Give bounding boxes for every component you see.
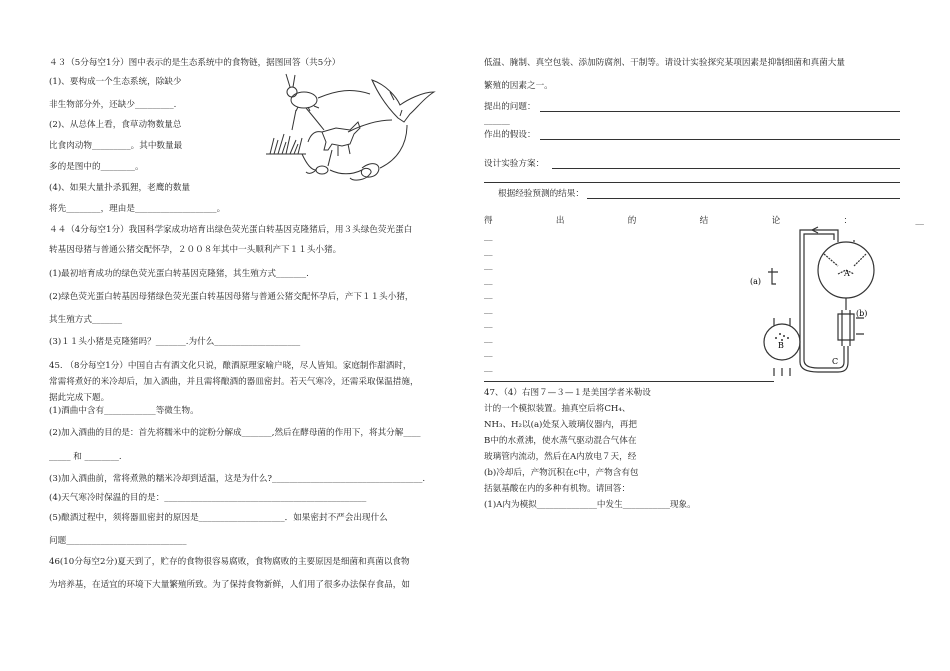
q44-line: 转基因母猪与普通公猪交配怀孕，２００８年其中一头顺利产下１１头小猪。: [49, 245, 342, 255]
answer-line: [484, 381, 774, 382]
q43-line: 比食肉动物_________。其中数量最: [49, 141, 183, 151]
q46-line: 为培养基，在适宜的环境下大量繁殖所致。为了保持食物新鲜，人们用了很多办法保存食品，如: [49, 580, 410, 590]
problem-label: 提出的问题：: [484, 102, 536, 112]
q47-line: 玻璃管内流动，然后在A内放电７天，经: [484, 452, 637, 462]
q47-line: B中的水煮沸，使水蒸气驱动混合气体在: [484, 436, 637, 446]
fox-icon: [308, 122, 360, 156]
conclusion-char: ：: [843, 216, 853, 226]
eagle-icon: [372, 80, 434, 122]
answer-line: [540, 111, 900, 112]
q45-line: (5)酿酒过程中，须将器皿密封的原因是____________________．如果密封不严会出现什么: [49, 513, 388, 523]
conclusion-char: 出: [555, 216, 565, 226]
apparatus-label-A: A: [844, 269, 850, 278]
conclusion-char: __: [915, 216, 924, 226]
q44-line: 其生殖方式_______: [49, 315, 123, 325]
q45-line: (4)天气寒冷时保温的目的是：_______________________________________________: [49, 493, 367, 503]
q43-line: 非生物部分外，还缺少_________.: [49, 100, 177, 110]
q44-line: (1)最初培育成功的绿色荧光蛋白转基因克隆猪，其生殖方式_______.: [49, 269, 309, 279]
q47-line: 计的一个模拟装置。抽真空后将CH₄、: [484, 404, 631, 414]
answer-line: [540, 139, 900, 140]
q43-line: (1)、要构成一个生态系统，除缺少: [49, 77, 182, 87]
q47-line: NH₃、H₂以(a)处泵入玻璃仪器内，再把: [484, 420, 637, 430]
conclusion-char: 得: [484, 216, 493, 226]
q44-line: (3)１１头小猪是克隆猪吗？_______.为什么____________________: [49, 337, 301, 347]
miller-apparatus-figure: [738, 222, 908, 384]
q43-line: 将先________，理由是___________________。: [49, 204, 226, 214]
hypothesis-label: 作出的假设：: [484, 130, 536, 140]
q45-line: (2)加入酒曲的目的是：首先将糯米中的淀粉分解成_______,然后在酵母菌的作用下，将其分解____: [49, 428, 421, 438]
q46-cont-line: 繁殖的因素之一。: [484, 81, 553, 91]
answer-line: [587, 198, 900, 199]
q46-cont-line: 低温、腌制、真空包装、添加防腐剂、干制等。请设计实验探究某项因素是抑制细菌和真菌大量: [484, 58, 845, 68]
q47-line: 47、（4）右图７—３—１是美国学者米勒设: [484, 388, 651, 398]
q45-line: 常需将煮好的米冷却后，加入酒曲，并且需将酿酒的器皿密封。若天气寒冷，还需采取保温措施，: [49, 377, 419, 387]
food-chain-arrows: [292, 91, 407, 174]
q45-line: _____ 和 ________.: [49, 452, 122, 462]
apparatus-label-B: B: [778, 341, 784, 350]
q47-line: (1)A内为模拟______________中发生___________现象。: [484, 500, 696, 510]
q46-line: 46(10分每空2分)夏天到了，贮存的食物很容易腐败，食物腐败的主要原因是细菌和真菌以食物: [49, 557, 410, 567]
rabbit-icon: [286, 74, 319, 111]
q43-line: (2)、从总体上看，食草动物数量总: [49, 120, 182, 130]
prediction-label: 根据经验预测的结果：: [498, 189, 584, 199]
q43-title: ４３（5分每空1分）图中表示的是生态系统中的食物链，据图回答（共5分）: [49, 58, 341, 68]
q45-line: 45. （8分每空1分）中国自古有酒文化只说，酿酒原理家喻户晓，尽人皆知。家庭制作甜酒时，: [49, 361, 412, 371]
q44-line: ４４（4分每空1分）我国科学家成功培育出绿色荧光蛋白转基因克隆猪后，用３头绿色荧光蛋白: [49, 225, 413, 235]
conclusion-char: 的: [627, 216, 637, 226]
q47-line: 括氨基酸在内的多种有机物。请回答：: [484, 484, 631, 494]
conclusion-answer-lines: __ __ __ __ __ __ __ __ __ __: [484, 232, 493, 373]
conclusion-char: 论: [771, 216, 781, 226]
q45-line: (1)酒曲中含有____________等微生物。: [49, 406, 199, 416]
mouse-icon: [306, 166, 328, 174]
q44-line: (2)绿色荧光蛋白转基因母猪绿色荧光蛋白转基因母猪与普通公猪交配怀孕后，产下１１头小猪，: [49, 292, 414, 302]
apparatus-label-b: (b): [856, 309, 868, 318]
q45-line: 据此完成下题。: [49, 393, 110, 403]
apparatus-label-a: (a): [750, 277, 762, 286]
answer-line: [552, 168, 900, 169]
q43-line: (4)、如果大量扑杀狐狸，老鹰的数量: [49, 183, 191, 193]
q45-line: 问题____________________________: [49, 536, 187, 546]
apparatus-label-C: C: [832, 357, 839, 366]
conclusion-char: 结: [699, 216, 709, 226]
snake-icon: [350, 164, 379, 180]
answer-line: [484, 182, 900, 183]
food-web-figure: [262, 70, 442, 195]
q45-line: (3)加入酒曲前，常将煮熟的糯米冷却到适温，这是为什么?___________________________________.: [49, 474, 426, 484]
q47-line: (b)冷却后，产物沉积在c中，产物含有包: [484, 468, 639, 478]
grass-icon: [266, 134, 306, 154]
problem-continuation: ______: [484, 116, 510, 126]
design-label: 设计实验方案：: [484, 159, 545, 169]
q43-line: 多的是图中的________。: [49, 162, 144, 172]
